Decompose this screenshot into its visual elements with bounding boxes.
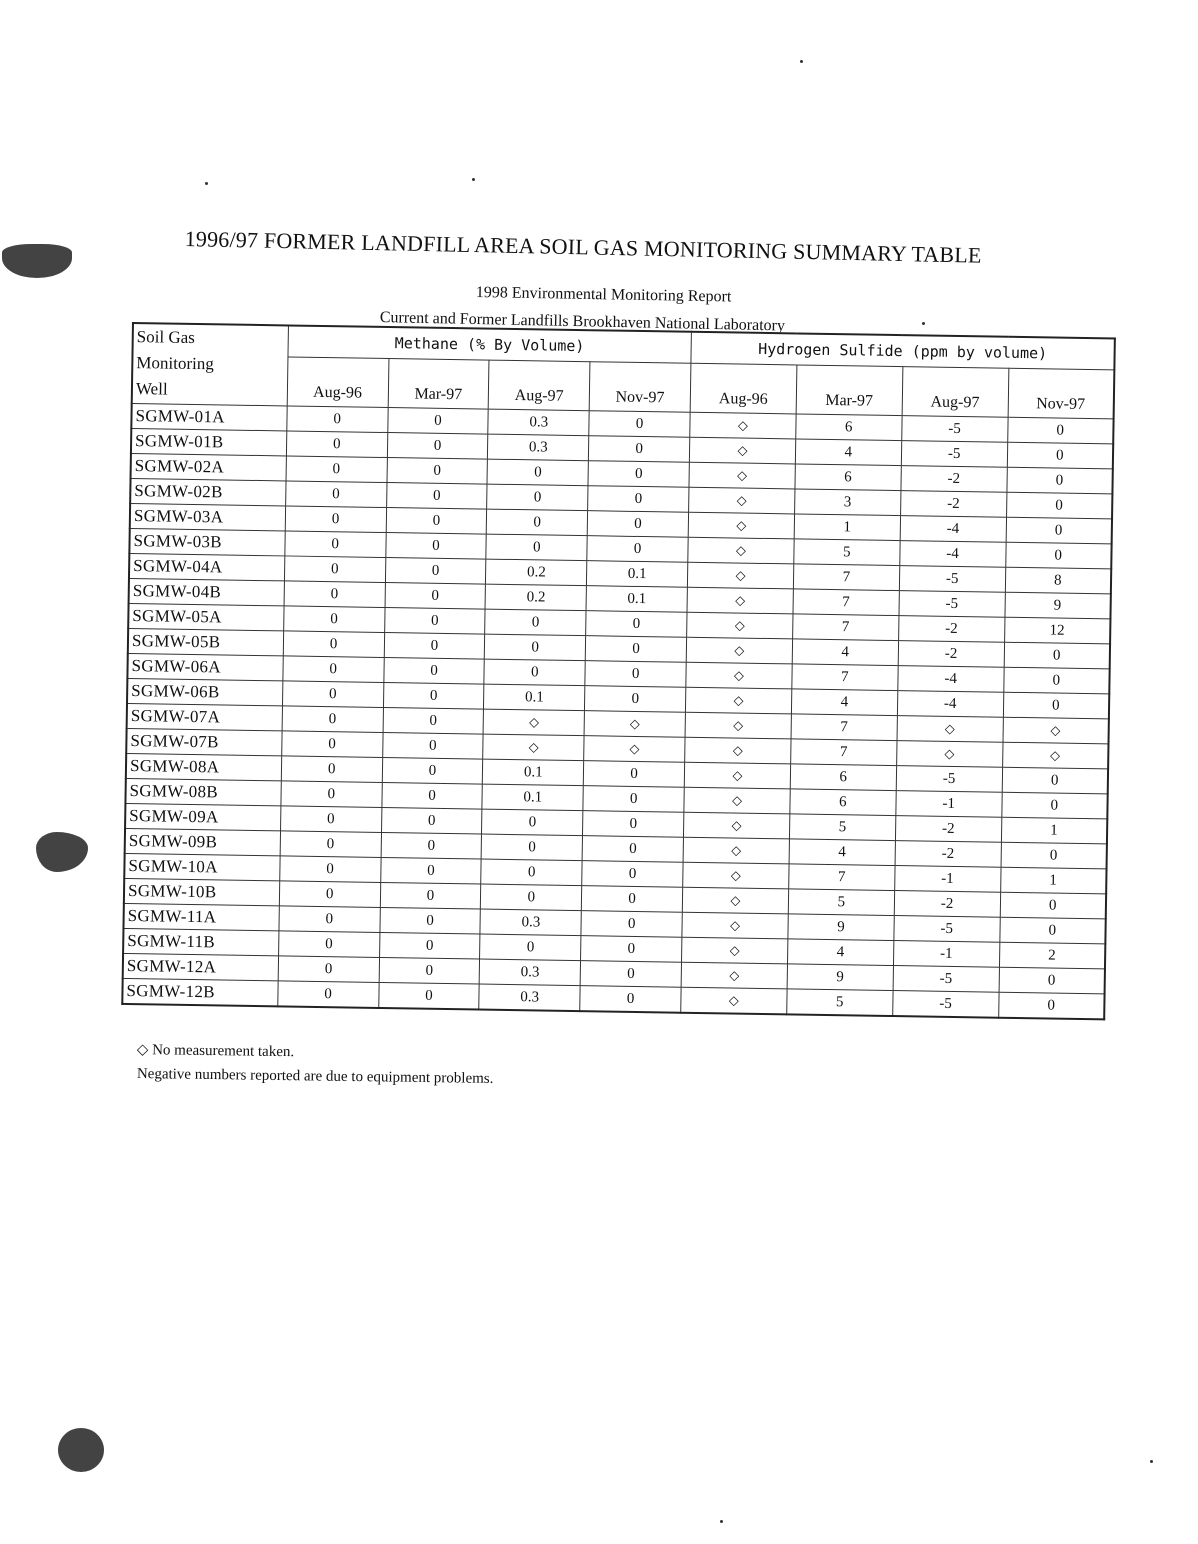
well-id-cell: SGMW-07B xyxy=(126,728,282,755)
value-cell: 0 xyxy=(384,608,485,635)
value-cell: 4 xyxy=(787,939,893,966)
value-cell: 7 xyxy=(789,864,895,891)
value-cell: 0 xyxy=(280,806,381,833)
scan-speck xyxy=(205,182,208,185)
well-id-cell: SGMW-11B xyxy=(123,928,279,955)
value-cell: -4 xyxy=(898,666,1004,693)
value-cell: 0 xyxy=(381,807,482,834)
summary-table-container xyxy=(121,322,1116,1020)
value-cell: 0 xyxy=(282,706,383,733)
value-cell: 0 xyxy=(582,861,683,888)
scan-speck xyxy=(800,60,803,63)
well-id-cell: SGMW-08B xyxy=(125,778,281,805)
value-cell: 7 xyxy=(792,614,898,641)
value-cell: 0 xyxy=(278,981,379,1008)
value-cell: 4 xyxy=(795,439,901,466)
no-measurement-cell: ◇ xyxy=(483,734,584,761)
well-id-cell: SGMW-09A xyxy=(125,803,281,830)
no-measurement-cell: ◇ xyxy=(689,437,795,464)
value-cell: -4 xyxy=(899,541,1005,568)
value-cell: 0.1 xyxy=(484,684,585,711)
value-cell: 0 xyxy=(283,656,384,683)
value-cell: 0 xyxy=(284,556,385,583)
well-id-cell: SGMW-04B xyxy=(129,578,285,605)
value-cell: 0 xyxy=(998,992,1104,1019)
well-id-cell: SGMW-03B xyxy=(129,528,285,555)
scan-speck xyxy=(720,1520,723,1523)
value-cell: 5 xyxy=(787,989,893,1016)
no-measurement-cell: ◇ xyxy=(684,787,790,814)
value-cell: 2 xyxy=(999,942,1105,969)
value-cell: 1 xyxy=(1001,817,1107,844)
value-cell: 7 xyxy=(793,564,899,591)
value-cell: 0.2 xyxy=(485,584,586,611)
value-cell: -4 xyxy=(900,516,1006,543)
value-cell: 0 xyxy=(384,632,485,659)
value-cell: -4 xyxy=(897,691,1003,718)
value-cell: 9 xyxy=(788,914,894,941)
value-cell: 6 xyxy=(790,789,896,816)
value-cell: 0.3 xyxy=(480,909,581,936)
well-id-cell: SGMW-07A xyxy=(127,703,283,730)
value-cell: 0 xyxy=(485,634,586,661)
value-cell: 0 xyxy=(282,681,383,708)
punch-hole-mark xyxy=(58,1428,104,1472)
well-id-cell: SGMW-06B xyxy=(127,678,283,705)
h2s-group-header: Hydrogen Sulfide (ppm by volume) xyxy=(691,332,1115,370)
value-cell: 5 xyxy=(788,889,894,916)
value-cell: -5 xyxy=(892,991,998,1018)
value-cell: 0 xyxy=(588,486,689,513)
value-cell: 0 xyxy=(382,757,483,784)
value-cell: 0 xyxy=(379,932,480,959)
value-cell: 0 xyxy=(385,558,486,585)
no-measurement-cell: ◇ xyxy=(688,537,794,564)
value-cell: 0 xyxy=(1001,842,1107,869)
well-id-cell: SGMW-08A xyxy=(126,753,282,780)
value-cell: 1 xyxy=(1000,867,1106,894)
value-cell: 4 xyxy=(792,639,898,666)
no-measurement-cell: ◇ xyxy=(685,737,791,764)
no-measurement-cell: ◇ xyxy=(682,912,788,939)
value-cell: -2 xyxy=(900,491,1006,518)
date-header: Aug-96 xyxy=(690,363,797,414)
value-cell: 0 xyxy=(1002,767,1108,794)
no-measurement-cell: ◇ xyxy=(681,987,787,1014)
value-cell: 0 xyxy=(381,832,482,859)
no-measurement-cell: ◇ xyxy=(683,837,789,864)
no-measurement-cell: ◇ xyxy=(1003,717,1109,744)
value-cell: 0 xyxy=(587,511,688,538)
value-cell: 0 xyxy=(482,809,583,836)
value-cell: 0 xyxy=(583,811,684,838)
value-cell: -5 xyxy=(896,766,1002,793)
well-id-cell: SGMW-10B xyxy=(124,878,280,905)
date-header: Aug-97 xyxy=(902,367,1009,418)
document-subtitle-2: Current and Former Landfills Brookhaven National Laboratory xyxy=(379,309,786,335)
value-cell: 6 xyxy=(790,764,896,791)
value-cell: -2 xyxy=(901,466,1007,493)
value-cell: 7 xyxy=(791,714,897,741)
value-cell: 0 xyxy=(286,456,387,483)
methane-group-header: Methane (% By Volume) xyxy=(288,325,692,363)
value-cell: 0 xyxy=(285,506,386,533)
value-cell: -1 xyxy=(893,941,999,968)
value-cell: 0 xyxy=(581,911,682,938)
value-cell: 0 xyxy=(278,956,379,983)
value-cell: 0 xyxy=(588,461,689,488)
scan-speck xyxy=(1150,1460,1153,1463)
value-cell: 0 xyxy=(585,636,686,663)
no-measurement-cell: ◇ xyxy=(896,741,1002,768)
value-cell: 0 xyxy=(1003,692,1109,719)
document-title: 1996/97 FORMER LANDFILL AREA SOIL GAS MONITORING SUMMARY TABLE xyxy=(184,226,982,268)
value-cell: 9 xyxy=(1005,592,1111,619)
value-cell: 0 xyxy=(281,731,382,758)
value-cell: 7 xyxy=(792,664,898,691)
value-cell: -1 xyxy=(896,791,1002,818)
well-id-cell: SGMW-09B xyxy=(125,828,281,855)
value-cell: 0 xyxy=(1000,892,1106,919)
footnote-negative-numbers: Negative numbers reported are due to equipment problems. xyxy=(136,1066,494,1087)
value-cell: 0 xyxy=(383,707,484,734)
value-cell: 6 xyxy=(796,414,902,441)
value-cell: -5 xyxy=(899,566,1005,593)
value-cell: 6 xyxy=(795,464,901,491)
value-cell: 5 xyxy=(789,814,895,841)
well-id-cell: SGMW-03A xyxy=(130,503,286,530)
no-measurement-cell: ◇ xyxy=(686,662,792,689)
value-cell: 0 xyxy=(1001,792,1107,819)
value-cell: 0 xyxy=(383,657,484,684)
value-cell: 0 xyxy=(285,531,386,558)
well-id-cell: SGMW-02B xyxy=(130,478,286,505)
no-measurement-cell: ◇ xyxy=(681,962,787,989)
value-cell: 4 xyxy=(791,689,897,716)
value-cell: 0 xyxy=(385,583,486,610)
value-cell: 9 xyxy=(787,964,893,991)
value-cell: 0 xyxy=(387,458,488,485)
value-cell: 0 xyxy=(380,857,481,884)
value-cell: 0 xyxy=(480,934,581,961)
value-cell: 0 xyxy=(586,611,687,638)
value-cell: 0 xyxy=(1005,542,1111,569)
corner-header xyxy=(132,323,288,406)
no-measurement-cell: ◇ xyxy=(685,712,791,739)
value-cell: 0 xyxy=(285,481,386,508)
value-cell: 0 xyxy=(286,431,387,458)
no-measurement-cell: ◇ xyxy=(897,716,1003,743)
no-measurement-cell: ◇ xyxy=(684,762,790,789)
value-cell: 0 xyxy=(582,836,683,863)
value-cell: 0 xyxy=(583,761,684,788)
no-measurement-cell: ◇ xyxy=(686,637,792,664)
value-cell: 0 xyxy=(279,881,380,908)
value-cell: 0 xyxy=(378,982,479,1009)
value-cell: 0 xyxy=(278,931,379,958)
value-cell: 0 xyxy=(387,433,488,460)
no-measurement-cell: ◇ xyxy=(690,412,796,439)
value-cell: 0 xyxy=(385,533,486,560)
value-cell: 0 xyxy=(379,957,480,984)
value-cell: 0 xyxy=(487,484,588,511)
well-id-cell: SGMW-11A xyxy=(123,903,279,930)
document-subtitle: 1998 Environmental Monitoring Report xyxy=(475,284,732,306)
value-cell: 0 xyxy=(279,856,380,883)
value-cell: 0 xyxy=(1007,442,1113,469)
value-cell: -2 xyxy=(898,616,1004,643)
well-id-cell: SGMW-05A xyxy=(128,603,284,630)
value-cell: 0 xyxy=(487,509,588,536)
no-measurement-cell: ◇ xyxy=(682,937,788,964)
value-cell: -5 xyxy=(901,441,1007,468)
value-cell: 7 xyxy=(793,589,899,616)
value-cell: 0 xyxy=(581,886,682,913)
well-id-cell: SGMW-02A xyxy=(131,453,287,480)
value-cell: 0.3 xyxy=(488,409,589,436)
no-measurement-cell: ◇ xyxy=(687,587,793,614)
no-measurement-cell: ◇ xyxy=(584,736,685,763)
value-cell: 0 xyxy=(283,606,384,633)
value-cell: 0 xyxy=(485,609,586,636)
date-header: Mar-97 xyxy=(388,359,490,410)
value-cell: 0 xyxy=(382,732,483,759)
table-body xyxy=(122,404,1113,1020)
value-cell: 0 xyxy=(486,534,587,561)
no-measurement-cell: ◇ xyxy=(688,512,794,539)
no-measurement-cell: ◇ xyxy=(483,709,584,736)
value-cell: 0 xyxy=(580,961,681,988)
value-cell: 0.1 xyxy=(586,586,687,613)
corner-line: Well xyxy=(135,379,168,399)
value-cell: -5 xyxy=(893,966,999,993)
summary-table xyxy=(121,322,1116,1020)
value-cell: 0 xyxy=(589,411,690,438)
value-cell: 0 xyxy=(281,781,382,808)
value-cell: -2 xyxy=(894,891,1000,918)
no-measurement-cell: ◇ xyxy=(689,462,795,489)
value-cell: 0 xyxy=(484,659,585,686)
value-cell: 0 xyxy=(481,884,582,911)
value-cell: 7 xyxy=(791,739,897,766)
date-header: Nov-97 xyxy=(589,362,691,413)
value-cell: 0 xyxy=(380,882,481,909)
value-cell: -1 xyxy=(894,866,1000,893)
punch-hole-mark xyxy=(36,832,88,872)
value-cell: 0 xyxy=(1006,492,1112,519)
scan-speck xyxy=(472,178,475,181)
well-id-cell: SGMW-01A xyxy=(131,404,287,431)
value-cell: 0 xyxy=(381,782,482,809)
no-measurement-cell: ◇ xyxy=(687,612,793,639)
date-header: Aug-97 xyxy=(489,360,591,411)
value-cell: -5 xyxy=(894,916,1000,943)
value-cell: 0 xyxy=(284,581,385,608)
no-measurement-cell: ◇ xyxy=(1002,742,1108,769)
value-cell: 0 xyxy=(279,906,380,933)
value-cell: 3 xyxy=(794,489,900,516)
value-cell: 0 xyxy=(387,408,488,435)
value-cell: 1 xyxy=(794,514,900,541)
no-measurement-cell: ◇ xyxy=(584,711,685,738)
value-cell: 0 xyxy=(1006,467,1112,494)
value-cell: -2 xyxy=(898,641,1004,668)
value-cell: 0 xyxy=(581,936,682,963)
value-cell: 0 xyxy=(1007,417,1113,444)
value-cell: 0 xyxy=(281,756,382,783)
value-cell: 0 xyxy=(589,436,690,463)
value-cell: 0 xyxy=(585,661,686,688)
value-cell: 0 xyxy=(1003,667,1109,694)
no-measurement-cell: ◇ xyxy=(685,687,791,714)
value-cell: 0.1 xyxy=(482,784,583,811)
no-measurement-cell: ◇ xyxy=(684,812,790,839)
well-id-cell: SGMW-06A xyxy=(127,653,283,680)
punch-hole-mark xyxy=(2,244,72,278)
value-cell: 0.1 xyxy=(483,759,584,786)
value-cell: 0 xyxy=(587,536,688,563)
no-measurement-cell: ◇ xyxy=(687,562,793,589)
value-cell: -2 xyxy=(895,841,1001,868)
value-cell: 0.3 xyxy=(480,959,581,986)
value-cell: 0 xyxy=(287,406,388,433)
well-id-cell: SGMW-01B xyxy=(131,429,287,456)
value-cell: 0 xyxy=(481,834,582,861)
footnote-no-measurement: ◇ No measurement taken. xyxy=(136,1041,295,1061)
value-cell: 0 xyxy=(386,508,487,535)
value-cell: 0.3 xyxy=(479,984,580,1011)
scan-speck xyxy=(922,322,925,325)
no-measurement-cell: ◇ xyxy=(689,487,795,514)
value-cell: 0.2 xyxy=(486,559,587,586)
value-cell: 0 xyxy=(380,907,481,934)
value-cell: 5 xyxy=(794,539,900,566)
no-measurement-cell: ◇ xyxy=(682,887,788,914)
value-cell: 0 xyxy=(283,631,384,658)
value-cell: 0 xyxy=(580,986,681,1013)
value-cell: 0 xyxy=(280,831,381,858)
value-cell: 0 xyxy=(487,459,588,486)
corner-line: Monitoring xyxy=(136,353,214,374)
value-cell: 0 xyxy=(386,483,487,510)
value-cell: -5 xyxy=(901,416,1007,443)
date-header: Aug-96 xyxy=(287,357,389,408)
value-cell: 8 xyxy=(1005,567,1111,594)
value-cell: 0 xyxy=(481,859,582,886)
value-cell: -2 xyxy=(895,816,1001,843)
value-cell: 0 xyxy=(585,686,686,713)
value-cell: 0.1 xyxy=(587,561,688,588)
value-cell: 0 xyxy=(1006,517,1112,544)
well-id-cell: SGMW-04A xyxy=(129,553,285,580)
value-cell: 0 xyxy=(583,786,684,813)
value-cell: -5 xyxy=(899,591,1005,618)
value-cell: 0 xyxy=(1004,642,1110,669)
value-cell: 0 xyxy=(999,917,1105,944)
date-header: Nov-97 xyxy=(1008,368,1115,419)
well-id-cell: SGMW-05B xyxy=(128,628,284,655)
well-id-cell: SGMW-10A xyxy=(124,853,280,880)
value-cell: 0 xyxy=(999,967,1105,994)
date-header: Mar-97 xyxy=(796,365,903,416)
value-cell: 4 xyxy=(789,839,895,866)
value-cell: 0.3 xyxy=(488,434,589,461)
well-id-cell: SGMW-12A xyxy=(123,953,279,980)
value-cell: 12 xyxy=(1004,617,1110,644)
corner-line: Soil Gas xyxy=(136,327,196,347)
no-measurement-cell: ◇ xyxy=(683,862,789,889)
value-cell: 0 xyxy=(383,682,484,709)
well-id-cell: SGMW-12B xyxy=(122,978,278,1006)
